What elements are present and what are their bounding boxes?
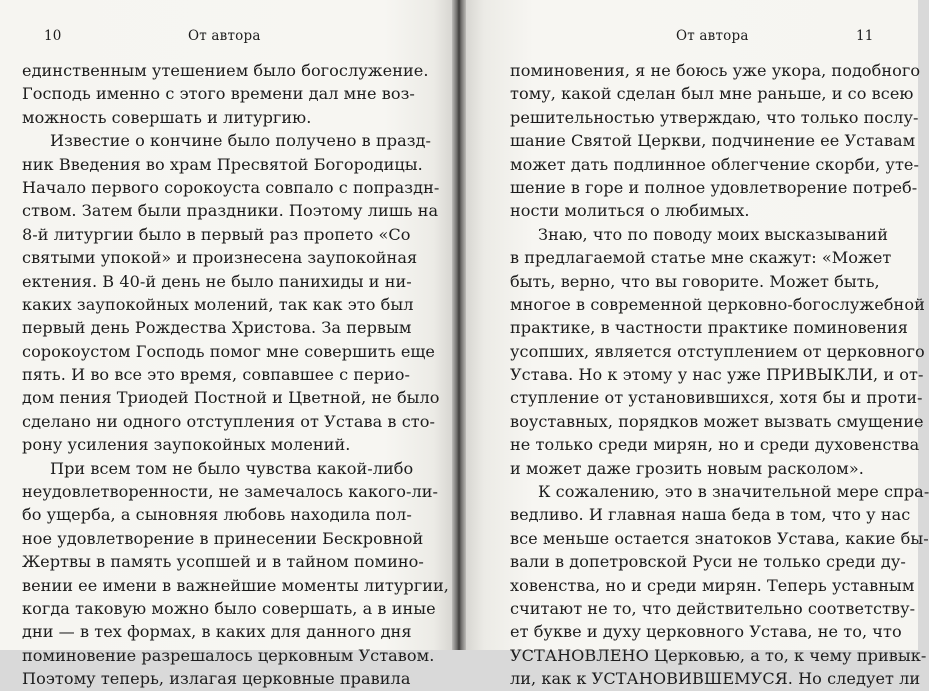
text-line: рону усиления заупокойных молений. xyxy=(22,435,351,455)
text-line: не только среди мирян, но и среди духовенства xyxy=(510,435,920,455)
text-line: воуставных, порядков может вызвать смущение xyxy=(510,411,924,431)
left-page xyxy=(0,0,452,689)
text-line: Устава. Но к этому у нас уже ПРИВЫКЛИ, и от- xyxy=(510,365,924,385)
text-line: Господь именно с этого времени дал мне воз- xyxy=(22,84,415,104)
running-head: От автора xyxy=(676,28,749,44)
page-number: 10 xyxy=(44,28,62,44)
text-line: единственным утешением было богослужение. xyxy=(22,61,429,80)
text-line: считают не то, что действительно соответству- xyxy=(510,598,916,618)
text-line: пять. И во все это время, совпавшее с перио- xyxy=(22,365,411,385)
text-line: все меньше остается знатоков Устава, какие бы- xyxy=(510,528,929,548)
text-line: Жертвы в память усопшей и в тайном помино- xyxy=(22,552,424,572)
body-text xyxy=(510,59,929,691)
text-line: усопших, является отступлением от церковного xyxy=(510,341,925,361)
text-line: ности молиться о любимых. xyxy=(510,201,750,221)
text-line: многое в современной церковно-богослужебной xyxy=(510,294,925,314)
text-line: Знаю, что по поводу моих высказываний xyxy=(538,224,889,244)
text-line: шение в горе и полное удовлетворение потреб- xyxy=(510,177,918,197)
text-line: ступление от установившихся, хотя бы и проти- xyxy=(510,388,923,408)
text-line: Известие о кончине было получено в празд- xyxy=(50,131,431,151)
text-line: поминовения, я не боюсь уже укора, подобного xyxy=(510,61,921,80)
text-line: святыми упокой» и произнесена заупокойная xyxy=(22,248,418,268)
body-text xyxy=(22,59,449,691)
text-line: первый день Рождества Христова. За первым xyxy=(22,318,412,338)
text-line: практике, в частности практике поминовения xyxy=(510,318,909,338)
text-line: ведливо. И главная наша беда в том, что у нас xyxy=(510,505,911,525)
text-line: дом пения Триодей Постной и Цветной, не было xyxy=(22,388,440,408)
text-line: быть, верно, что вы говорите. Может быть, xyxy=(510,271,880,291)
text-line: ник Введения во храм Пресвятой Богородицы. xyxy=(22,154,423,174)
text-line: решительностью утверждаю, что только послу- xyxy=(510,107,919,127)
text-line: в предлагаемой статье мне скажут: «Может xyxy=(510,248,892,268)
text-line: можность совершать и литургию. xyxy=(22,107,312,127)
text-line: тому, какой сделан был мне раньше, и со всею xyxy=(510,84,914,104)
text-line: неудовлетворенности, не замечалось какого-ли- xyxy=(22,482,439,502)
text-line: ховенства, но и среди мирян. Теперь уставным xyxy=(510,575,915,595)
running-head: От автора xyxy=(188,28,261,44)
text-line: когда таковую можно было совершать, а в иные xyxy=(22,598,436,618)
text-line: Поэтому теперь, излагая церковные правила xyxy=(22,669,411,689)
page-number: 11 xyxy=(856,28,874,44)
right-page xyxy=(466,0,929,689)
text-line: ектения. В 40-й день не было панихиды и ни- xyxy=(22,271,412,291)
text-line: 8-й литургии было в первый раз пропето «Со xyxy=(22,224,411,244)
text-line: вении ее имени в важнейшие моменты литургии, xyxy=(22,575,449,595)
text-line: поминовение разрешалось церковным Уставом. xyxy=(22,645,435,665)
text-line: Начало первого сорокоуста совпало с попраздн- xyxy=(22,177,440,197)
text-line: дни — в тех формах, в каких для данного дня xyxy=(22,622,412,642)
text-line: К сожалению, это в значительной мере спра- xyxy=(538,482,929,502)
text-line: ли, как к УСТАНОВИВШЕМУСЯ. Но следует ли xyxy=(510,669,921,689)
text-line: шание Святой Церкви, подчинение ее Уставам xyxy=(510,131,916,151)
book-gutter xyxy=(452,0,466,650)
text-line: ет букве и духу церковного Устава, не то, что xyxy=(510,622,902,642)
text-line: может дать подлинное облегчение скорби, уте- xyxy=(510,154,919,174)
text-line: вали в допетровской Руси не только среди ду- xyxy=(510,552,906,572)
text-line: и может даже грозить новым расколом». xyxy=(510,458,864,478)
text-line: каких заупокойных молений, так как это был xyxy=(22,294,414,314)
text-line: УСТАНОВЛЕНО Церковью, а то, к чему привык- xyxy=(510,645,927,665)
text-line: сорокоустом Господь помог мне совершить еще xyxy=(22,341,435,361)
text-line: сделано ни одного отступления от Устава в сто- xyxy=(22,411,435,431)
text-line: бо ущерба, а сыновняя любовь находила пол- xyxy=(22,505,412,525)
text-line: При всем том не было чувства какой-либо xyxy=(50,458,414,478)
text-line: ное удовлетворение в принесении Бескровной xyxy=(22,528,424,548)
text-line: ством. Затем были праздники. Поэтому лишь на xyxy=(22,201,439,221)
